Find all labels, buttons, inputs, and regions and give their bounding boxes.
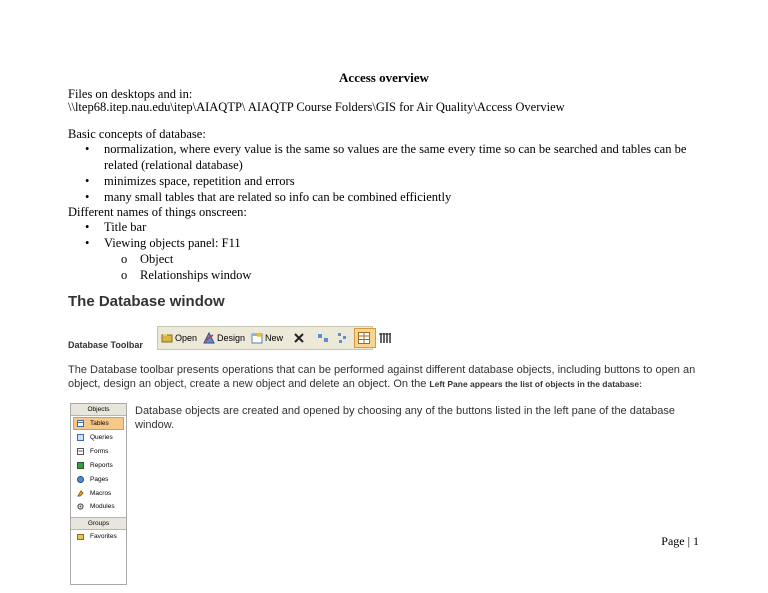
form-icon — [77, 448, 84, 455]
toolbar-label: Database Toolbar — [68, 340, 143, 350]
open-button[interactable]: Open — [158, 329, 200, 347]
page-number: Page | 1 — [661, 534, 699, 548]
large-icons-button[interactable] — [314, 329, 334, 347]
objects-header[interactable]: Objects — [71, 404, 126, 416]
onscreen-names-list — [68, 219, 708, 283]
database-toolbar — [157, 326, 373, 350]
list-item: • minimizes space, repetition and errors — [85, 174, 295, 188]
small-icons-button[interactable] — [334, 329, 354, 347]
new-button[interactable]: New — [248, 329, 286, 347]
objects-pane — [70, 403, 127, 585]
objects-item-queries[interactable]: Queries — [71, 431, 126, 445]
objects-item-forms[interactable]: Forms — [71, 445, 126, 459]
files-path: \\ltep68.itep.nau.edu\itep\AIAQTP\ AIAQTP Course Folders\GIS for Air Quality\Access Overview — [68, 100, 565, 114]
table-icon — [77, 420, 84, 427]
details-view-icon — [379, 332, 391, 344]
large-icons-icon — [317, 332, 329, 344]
new-icon — [251, 332, 263, 344]
objects-item-modules[interactable]: Modules — [71, 500, 126, 514]
macro-icon — [77, 490, 84, 497]
document-title: Access overview — [339, 70, 429, 85]
delete-icon — [293, 332, 305, 344]
objects-item-macros[interactable]: Macros — [71, 486, 126, 500]
design-icon — [203, 332, 215, 344]
design-button[interactable]: Design — [200, 329, 248, 347]
list-item: • many small tables that are related so info can be combined efficiently — [85, 190, 452, 204]
small-icons-icon — [337, 332, 349, 344]
details-view-button[interactable] — [376, 329, 396, 347]
list-item: o Relationships window — [121, 268, 252, 282]
files-line: Files on desktops and in: — [68, 87, 193, 101]
list-view-icon — [358, 332, 370, 344]
objects-description: Database objects are created and opened by choosing any of the buttons listed in the left pane of the database window. — [135, 405, 675, 431]
report-icon — [77, 462, 84, 469]
open-icon — [161, 332, 173, 344]
onscreen-names-heading: Different names of things onscreen: — [68, 205, 247, 219]
query-icon — [77, 434, 84, 441]
module-icon — [77, 503, 84, 510]
list-item: • Title bar — [85, 220, 147, 234]
groups-item-favorites[interactable]: Favorites — [71, 530, 126, 544]
list-item: o Object — [121, 252, 174, 266]
objects-item-reports[interactable]: Reports — [71, 459, 126, 473]
section-heading: The Database window — [68, 293, 225, 310]
list-item: • normalization, where every value is the same so values are the same every time so can be searched and tables can be related (relational database) — [85, 142, 687, 172]
basic-concepts-list — [68, 141, 708, 205]
objects-item-tables[interactable]: Tables — [73, 417, 124, 430]
groups-header[interactable]: Groups — [71, 517, 126, 530]
list-view-button[interactable] — [354, 328, 376, 348]
favorites-folder-icon — [77, 533, 84, 540]
page-icon — [77, 476, 84, 483]
delete-button[interactable] — [290, 329, 310, 347]
objects-item-pages[interactable]: Pages — [71, 472, 126, 486]
list-item: • Viewing objects panel: F11 o Object o Relationships window — [68, 235, 708, 283]
toolbar-description: The Database toolbar presents operations that can be performed against different database objects, including buttons to open an object, design an object, create a new object and delete an object. On the Left Pane appears the list of objects in the database: — [68, 364, 696, 390]
basic-concepts-heading: Basic concepts of database: — [68, 127, 206, 141]
